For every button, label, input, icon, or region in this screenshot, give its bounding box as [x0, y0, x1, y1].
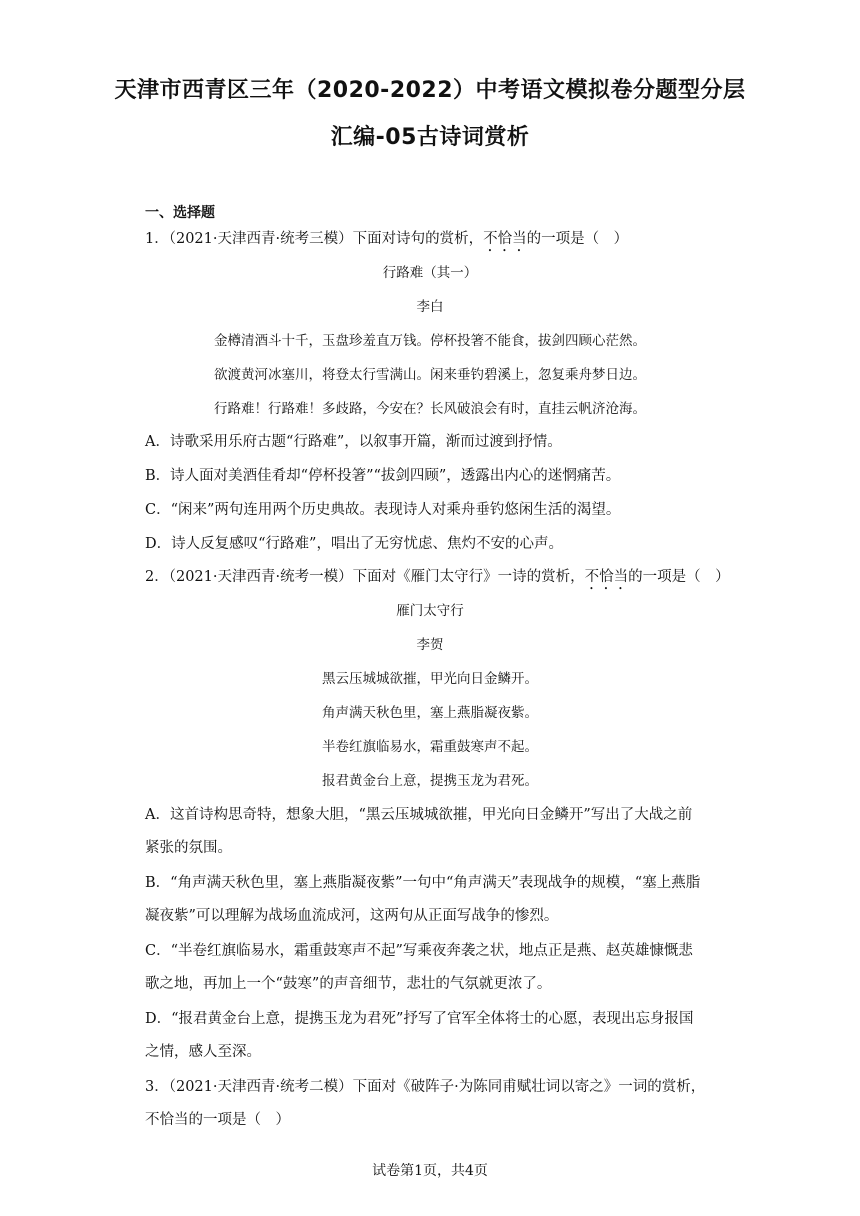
question-2-option-a-cont: 紧张的氛围。 [145, 840, 232, 856]
poem-2-line: 角声满天秋色里，塞上燕脂凝夜紫。 [322, 705, 538, 721]
page-footer: 试卷第1页，共4页 [372, 1163, 488, 1179]
question-3-stem-cont: 不恰当的一项是（ ） [145, 1112, 290, 1128]
document-title-line-1: 天津市西青区三年（2020-2022）中考语文模拟卷分题型分层 [114, 78, 746, 103]
question-2-option-a: A．这首诗构思奇特，想象大胆，“黑云压城城欲摧，甲光向日金鳞开”写出了大战之前 [145, 807, 693, 823]
poem-2-author: 李贺 [416, 637, 444, 653]
poem-2-line: 黑云压城城欲摧，甲光向日金鳞开。 [322, 671, 538, 687]
question-1-option-a: A．诗歌采用乐府古题“行路难”，以叙事开篇，渐而过渡到抒情。 [145, 434, 562, 450]
poem-1-line: 欲渡黄河冰塞川，将登太行雪满山。闲来垂钓碧溪上，忽复乘舟梦日边。 [214, 367, 646, 383]
question-1-option-b: B．诗人面对美酒佳肴却“停杯投箸”“拔剑四顾”，透露出内心的迷惘痛苦。 [145, 468, 621, 484]
question-2-option-c-cont: 歌之地，再加上一个“鼓寒”的声音细节，悲壮的气氛就更浓了。 [145, 976, 552, 992]
question-1-option-d: D．诗人反复感叹“行路难”，唱出了无穷忧虑、焦灼不安的心声。 [145, 536, 563, 552]
question-1-emphasis: 不恰当 [483, 231, 527, 247]
question-2-option-b-cont: 凝夜紫”可以理解为战场血流成河，这两句从正面写战争的惨烈。 [145, 908, 559, 924]
question-2-stem-suffix: 的一项是（ ） [628, 569, 730, 585]
question-2-emphasis: 不恰当 [584, 569, 629, 585]
poem-1-title: 行路难（其一） [382, 265, 478, 281]
question-2-stem [145, 567, 730, 593]
question-2-option-d-cont: 之情，感人至深。 [145, 1044, 261, 1060]
poem-2-title: 雁门太守行 [396, 603, 464, 619]
question-1-stem [145, 229, 628, 255]
question-2-option-d: D．“报君黄金台上意，提携玉龙为君死”抒写了官军全体将士的心愿，表现出忘身报国 [145, 1011, 694, 1027]
question-3-stem: 3．（2021·天津西青·统考二模）下面对《破阵子·为陈同甫赋壮词以寄之》一词的赏析， [145, 1079, 706, 1095]
poem-2-line: 半卷红旗临易水，霜重鼓寒声不起。 [322, 739, 538, 755]
poem-2-line: 报君黄金台上意，提携玉龙为君死。 [322, 773, 538, 789]
question-2-stem-prefix: 2．（2021·天津西青·统考一模）下面对《雁门太守行》一诗的赏析， [145, 569, 585, 585]
poem-1-line: 金樽清酒斗十千，玉盘珍羞直万钱。停杯投箸不能食，拔剑四顾心茫然。 [214, 333, 646, 349]
question-1-option-c: C．“闲来”两句连用两个历史典故。表现诗人对乘舟垂钓悠闲生活的渴望。 [145, 502, 621, 518]
question-2-option-c: C．“半卷红旗临易水，霜重鼓寒声不起”写乘夜奔袭之状，地点正是燕、赵英雄慷慨悲 [145, 943, 693, 959]
document-title-line-2: 汇编-05古诗词赏析 [330, 125, 530, 150]
poem-1-author: 李白 [416, 299, 444, 315]
question-1-stem-suffix: 的一项是（ ） [526, 231, 629, 247]
question-1-stem-prefix: 1．（2021·天津西青·统考三模）下面对诗句的赏析， [145, 231, 484, 247]
poem-1-line: 行路难！行路难！多歧路，今安在？长风破浪会有时，直挂云帆济沧海。 [214, 401, 646, 417]
section-heading: 一、选择题 [145, 205, 215, 221]
question-2-option-b: B．“角声满天秋色里，塞上燕脂凝夜紫”一句中“角声满天”表现战争的规模，“塞上燕脂 [145, 875, 701, 891]
